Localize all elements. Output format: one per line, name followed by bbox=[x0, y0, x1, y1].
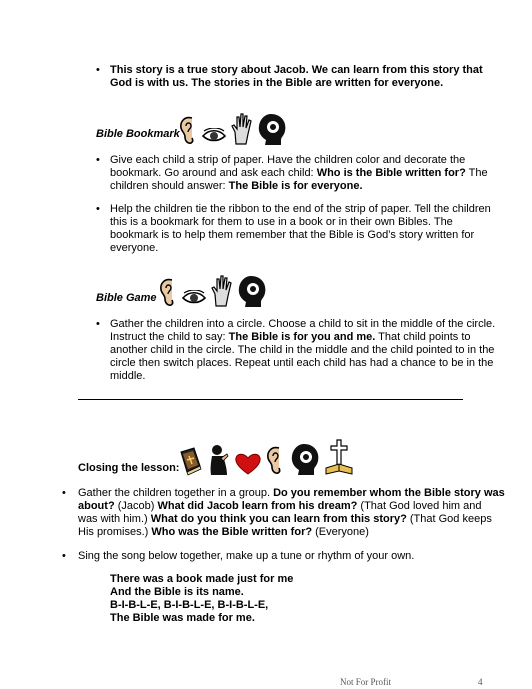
text-line bbox=[78, 513, 505, 526]
closing-paragraph-1 bbox=[78, 487, 505, 539]
text-run: The bbox=[465, 167, 488, 179]
intro-paragraph bbox=[110, 64, 483, 90]
song-line: And the Bible is its name. bbox=[110, 586, 244, 598]
text-line: middle. bbox=[110, 370, 146, 382]
game-paragraph bbox=[110, 318, 495, 383]
text-run: (That God loved him and bbox=[357, 500, 482, 512]
song-line: The Bible was made for me. bbox=[110, 612, 255, 624]
question-text: Who is the Bible written for? bbox=[316, 167, 466, 179]
text-line: Gather the children into a circle. Choose a child to sit in the middle of the circle. bbox=[110, 318, 496, 330]
text-run: His promises.) bbox=[78, 526, 152, 538]
question-text: What did Jacob learn from his dream? bbox=[157, 500, 358, 512]
song-line: There was a book made just for me bbox=[110, 573, 294, 585]
head-icon bbox=[255, 112, 289, 146]
intro-line: This story is a true story about Jacob. We can learn from this story that bbox=[110, 64, 483, 76]
game-heading: Bible Game bbox=[96, 292, 157, 304]
ear-icon bbox=[178, 114, 198, 146]
ear-icon bbox=[158, 276, 178, 308]
text-line bbox=[110, 331, 495, 344]
bullet: • bbox=[96, 154, 100, 166]
hand-icon bbox=[230, 112, 252, 146]
question-text: Who was the Bible written for? bbox=[151, 526, 313, 538]
answer-text: The Bible is for everyone. bbox=[228, 180, 363, 192]
bookmark-paragraph-2 bbox=[110, 203, 491, 255]
text-run: (Everyone) bbox=[312, 526, 369, 538]
question-text: What do you think you can learn from this story? bbox=[150, 513, 407, 525]
text-line: everyone. bbox=[110, 242, 159, 254]
ear-icon bbox=[265, 444, 285, 476]
section-divider bbox=[78, 399, 463, 400]
text-run: Instruct the child to say: bbox=[110, 331, 229, 343]
song-line: B-I-B-L-E, B-I-B-L-E, B-I-B-L-E, bbox=[110, 599, 269, 611]
text-line bbox=[110, 167, 488, 180]
bullet: • bbox=[96, 203, 100, 215]
game-icons bbox=[158, 266, 269, 308]
text-line: Help the children tie the ribbon to the end of the strip of paper. Tell the children bbox=[110, 203, 491, 215]
text-run: was with him.) bbox=[78, 513, 151, 525]
text-run: children should answer: bbox=[110, 180, 229, 192]
page-number: 4 bbox=[478, 677, 483, 687]
question-text: about? bbox=[78, 500, 115, 512]
bullet: • bbox=[62, 550, 66, 562]
text-line: Give each child a strip of paper. Have the children color and decorate the bbox=[110, 154, 466, 166]
eye-icon bbox=[181, 290, 207, 308]
eye-icon bbox=[201, 128, 227, 146]
text-line: this is a bookmark for them to use in a book or in their own Bibles. The bbox=[110, 216, 453, 228]
phrase-text: The Bible is for you and me. bbox=[228, 331, 376, 343]
closing-icons bbox=[178, 436, 353, 476]
text-run: (Jacob) bbox=[114, 500, 158, 512]
song-lyrics bbox=[110, 573, 293, 625]
text-run: Gather the children together in a group. bbox=[78, 487, 274, 499]
text-line bbox=[78, 526, 505, 539]
text-line bbox=[110, 180, 488, 193]
closing-paragraph-2: Sing the song below together, make up a tune or rhythm of your own. bbox=[78, 550, 415, 562]
bullet: • bbox=[62, 487, 66, 499]
bullet: • bbox=[96, 318, 100, 330]
text-line bbox=[78, 500, 505, 513]
bookmark-heading: Bible Bookmark bbox=[96, 128, 180, 140]
text-run: (That God keeps bbox=[406, 513, 492, 525]
text-run: bookmark. Go around and ask each child: bbox=[110, 167, 317, 179]
footer-label: Not For Profit bbox=[340, 677, 392, 687]
bookmark-icons bbox=[178, 104, 289, 146]
text-line: another child in the circle. The child in the middle and the child pointed to in the bbox=[110, 344, 495, 356]
bible-icon bbox=[178, 446, 204, 476]
text-line: circle then switch places. Repeat until each child has had a chance to be in the bbox=[110, 357, 494, 369]
bullet: • bbox=[96, 64, 100, 76]
text-line: bookmark is to help them remember that the Bible is God’s story written for bbox=[110, 229, 475, 241]
question-text: Do you remember whom the Bible story was bbox=[273, 487, 505, 499]
bookmark-paragraph-1 bbox=[110, 154, 488, 193]
hand-icon bbox=[210, 274, 232, 308]
text-line bbox=[78, 487, 505, 500]
intro-line: God is with us. The stories in the Bible are written for everyone. bbox=[110, 77, 444, 89]
closing-heading: Closing the lesson: bbox=[78, 462, 180, 474]
text-run: That child points to bbox=[375, 331, 471, 343]
heart-icon bbox=[234, 452, 262, 476]
praying-child-icon bbox=[207, 444, 231, 476]
cross-bible-icon bbox=[325, 438, 353, 476]
head-icon bbox=[288, 442, 322, 476]
head-icon bbox=[235, 274, 269, 308]
